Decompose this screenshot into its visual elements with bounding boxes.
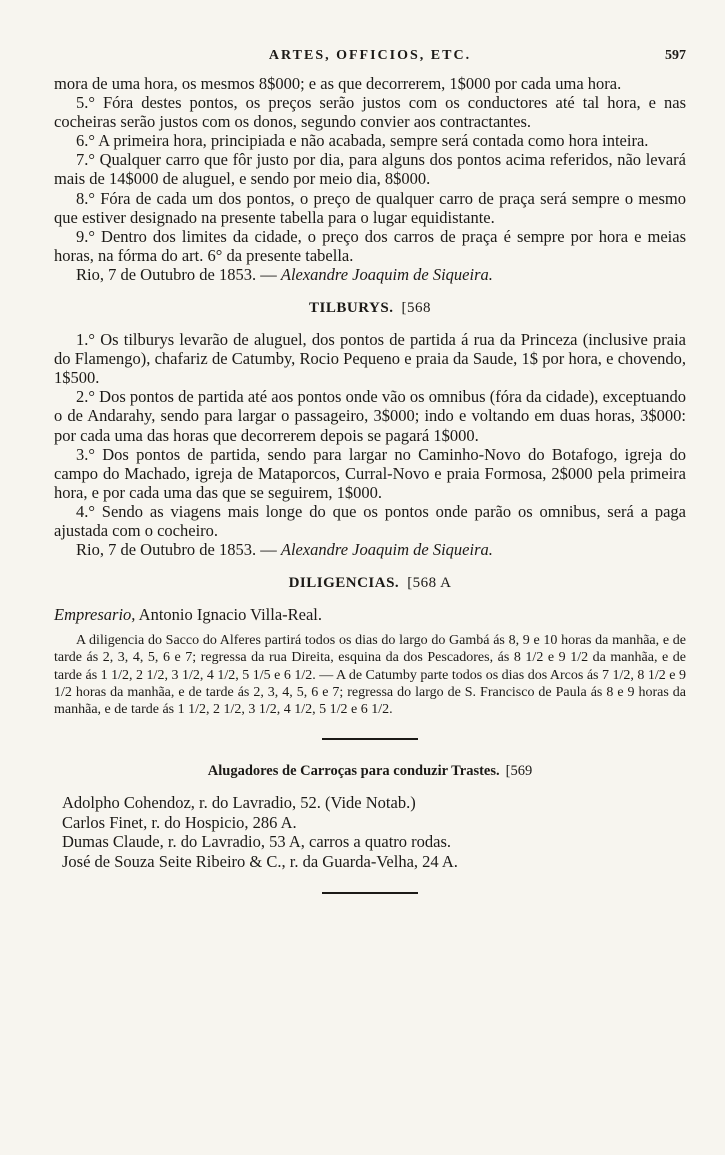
carros-signature-place: Rio, 7 de Outubro de 1853. — xyxy=(76,264,281,284)
section-divider-2 xyxy=(322,892,418,894)
diligencias-ref: [568 A xyxy=(407,575,452,592)
carros-article-9: 9.° Dentro dos limites da cidade, o preço dos carros de praça é sempre por hora e meias horas, na fórma do art. 6° da presente tabella. xyxy=(54,226,686,265)
tilburys-title: TILBURYS. xyxy=(309,300,394,317)
carros-continuation: mora de uma hora, os mesmos 8$000; e as que decorrerem, 1$000 por cada uma hora. xyxy=(54,74,622,93)
carros-article-8: 8.° Fóra de cada um dos pontos, o preço de qualquer carro de praça será sempre o mesmo que estiver designado na presente tabella para o lugar equidistante. xyxy=(54,188,686,227)
running-header xyxy=(54,48,686,70)
alugadores-ref: [569 xyxy=(505,763,533,780)
list-item: Dumas Claude, r. do Lavradio, 53 A, carros a quatro rodas. xyxy=(62,832,452,852)
diligencias-text: A diligencia do Sacco do Alferes partirá todos os dias do largo do Gambá ás 8, 9 e 10 horas da manhãa, e de tarde ás 2, 3, 4, 5, 6 e 7; regressa da rua Direita, esquina da dos Pescadores, ás 8 1/2 e 9 1/2 da manhãa, e de tarde ás 1 1/2, 2 1/2, 3 1/2, 4 1/2, 5 1/5 e 6 1/2. — A de Catumby parte todos os dias dos Arcos ás 7 1/2, 8 1/2 e 9 1/2 horas da manhãa, e de tarde ás 2, 3, 4, 5, 6 e 7; regressa do largo de S. Francisco de Paula ás 8 e 9 horas da manhãa, e de tarde ás 1 1/2, 2 1/2, 3 1/2, 4 1/2, 5 1/2 e 6 1/2. xyxy=(54,633,686,718)
diligencias-heading xyxy=(54,573,686,593)
carros-signature xyxy=(54,265,686,284)
tilburys-article-1: 1.° Os tilburys levarão de aluguel, dos pontos de partida á rua da Princeza (inclusive praia do Flamengo), chafariz de Catumby, Rocio Pequeno e praia da Saude, 1$ por hora, e chovendo, 1$500. xyxy=(54,330,686,388)
diligencias-title: DILIGENCIAS. xyxy=(288,575,400,592)
list-item: Adolpho Cohendoz, r. do Lavradio, 52. (Vide Notab.) xyxy=(62,793,416,813)
carros-section xyxy=(54,74,686,284)
tilburys-article-2: 2.° Dos pontos de partida até aos pontos onde vão os omnibus (fóra da cidade), exceptuando o de Andarahy, sendo para largar o passageiro, 3$000; indo e voltando em duas horas, 3$000: por cada uma das horas que decorrerem depois se pagará 1$000. xyxy=(54,387,686,445)
tilburys-article-3: 3.° Dos pontos de partida, sendo para largar no Caminho-Novo do Botafogo, igreja do campo do Machado, igreja de Mataporcos, Curral-Novo e praia Formosa, 2$000 pela primeira hora, e por cada uma das que se seguirem, 1$000. xyxy=(54,444,686,502)
page-body xyxy=(54,74,686,916)
diligencias-body xyxy=(54,632,686,718)
tilburys-article-4: 4.° Sendo as viagens mais longe do que os pontos onde parão os omnibus, será a paga ajustada com o cocheiro. xyxy=(54,501,686,540)
carros-article-7: 7.° Qualquer carro que fôr justo por dia, para alguns dos pontos acima referidos, não levará mais de 14$000 de aluguel, e sendo por meio dia, 8$000. xyxy=(54,150,686,189)
carros-article-6: 6.° A primeira hora, principiada e não acabada, sempre será contada como hora inteira. xyxy=(76,131,649,151)
running-title: ARTES, OFFICIOS, ETC. xyxy=(268,48,472,63)
carros-signature-name: Alexandre Joaquim de Siqueira. xyxy=(280,264,493,284)
tilburys-signature-place: Rio, 7 de Outubro de 1853. — xyxy=(76,540,281,560)
diligencias-section xyxy=(54,573,686,718)
alugadores-heading xyxy=(54,762,686,781)
section-divider-1 xyxy=(322,738,418,740)
tilburys-signature xyxy=(54,540,686,559)
alugadores-title: Alugadores de Carroças para conduzir Trastes. xyxy=(207,763,500,780)
list-item: Carlos Finet, r. do Hospicio, 286 A. xyxy=(62,812,297,832)
tilburys-signature-name: Alexandre Joaquim de Siqueira. xyxy=(280,540,493,560)
tilburys-heading xyxy=(54,298,686,318)
page-number: 597 xyxy=(665,48,686,63)
carros-article-5: 5.° Fóra destes pontos, os preços serão justos com os conductores até tal hora, e nas cocheiras serão justos com os donos, segundo convier aos contractantes. xyxy=(54,93,686,132)
tilburys-section xyxy=(54,298,686,559)
list-item: José de Souza Seite Ribeiro & C., r. da Guarda-Velha, 24 A. xyxy=(62,852,458,872)
alugadores-list xyxy=(54,793,686,871)
empresario-name: Antonio Ignacio Villa-Real. xyxy=(135,605,323,625)
tilburys-ref: [568 xyxy=(401,300,431,317)
diligencias-empresario xyxy=(54,605,686,624)
empresario-label: Empresario, xyxy=(54,605,136,625)
alugadores-section xyxy=(54,762,686,871)
